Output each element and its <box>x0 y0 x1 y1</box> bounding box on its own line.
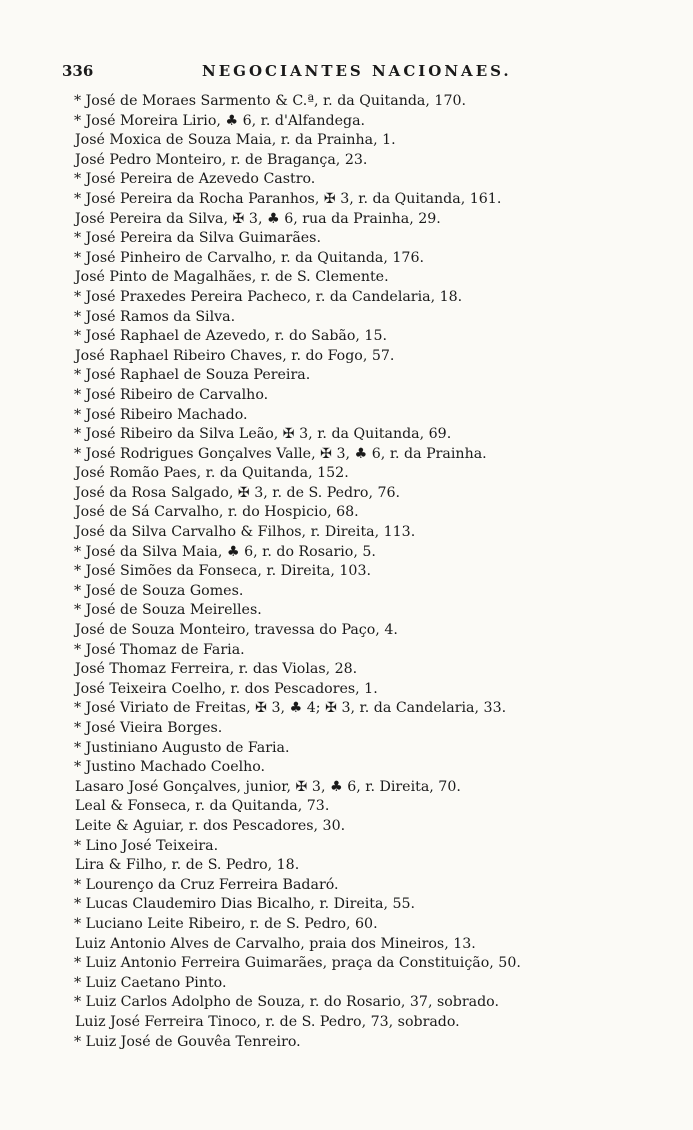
merchant-entry-text: * José Pereira da Rocha Paranhos, ✠ 3, r. da Quitanda, 161. <box>74 190 502 207</box>
list-item <box>70 190 630 210</box>
list-item <box>70 758 630 778</box>
merchant-entry-text: * José Ribeiro de Carvalho. <box>74 386 269 403</box>
list-item <box>75 151 630 171</box>
merchant-entry-text: * José Ribeiro Machado. <box>74 406 248 423</box>
list-item <box>75 210 630 230</box>
list-item <box>70 562 630 582</box>
merchant-entry-text: * José Simões da Fonseca, r. Direita, 103. <box>74 563 371 580</box>
merchant-entry-text: Leite & Aguiar, r. dos Pescadores, 30. <box>75 817 346 834</box>
page-header <box>62 62 622 84</box>
list-item <box>75 268 630 288</box>
list-item <box>70 543 630 563</box>
merchant-entry-text: * José Viriato de Freitas, ✠ 3, ♣ 4; ✠ 3, r. da Candelaria, 33. <box>74 700 507 717</box>
merchant-entry-text: * José da Silva Maia, ♣ 6, r. do Rosario, 5. <box>74 543 376 560</box>
list-item <box>70 915 630 935</box>
list-item <box>70 386 630 406</box>
merchant-entry-text: * José Rodrigues Gonçalves Valle, ✠ 3, ♣ 6, r. da Prainha. <box>74 445 487 462</box>
list-item <box>70 327 630 347</box>
merchant-entry-text: * Lourenço da Cruz Ferreira Badaró. <box>74 876 339 893</box>
list-item <box>70 288 630 308</box>
list-item <box>75 778 630 798</box>
list-item <box>75 347 630 367</box>
list-item <box>75 817 630 837</box>
list-item <box>75 797 630 817</box>
merchant-entry-text: * Luiz Caetano Pinto. <box>74 974 227 991</box>
merchant-entry-text: * Justino Machado Coelho. <box>74 759 266 776</box>
list-item <box>70 92 630 112</box>
list-item <box>75 856 630 876</box>
merchant-entry-text: Luiz Antonio Alves de Carvalho, praia dos Mineiros, 13. <box>75 935 476 952</box>
merchant-entry-text: * Lino José Teixeira. <box>74 837 219 854</box>
merchant-entry-text: * Luiz Antonio Ferreira Guimarães, praça da Constituição, 50. <box>74 955 521 972</box>
merchant-entry-text: * Lucas Claudemiro Dias Bicalho, r. Direita, 55. <box>74 896 416 913</box>
list-item <box>75 935 630 955</box>
merchant-entry-text: Lira & Filho, r. de S. Pedro, 18. <box>75 857 300 874</box>
list-item <box>70 974 630 994</box>
merchant-entry-text: José Raphael Ribeiro Chaves, r. do Fogo, 57. <box>75 347 395 364</box>
merchant-entry-text: * José Moreira Lirio, ♣ 6, r. d'Alfandega. <box>74 112 366 129</box>
list-item <box>70 1033 630 1053</box>
merchant-entry-text: * José Ramos da Silva. <box>74 308 236 325</box>
list-item <box>70 837 630 857</box>
merchant-entry-text: José Teixeira Coelho, r. dos Pescadores, 1. <box>75 680 378 697</box>
merchant-entry-text: Luiz José Ferreira Tinoco, r. de S. Pedro, 73, sobrado. <box>75 1013 460 1030</box>
list-item <box>75 660 630 680</box>
list-item <box>70 876 630 896</box>
merchant-entry-text: * José Pinheiro de Carvalho, r. da Quitanda, 176. <box>74 249 424 266</box>
merchant-entry-text: * José de Moraes Sarmento & C.ª, r. da Quitanda, 170. <box>74 93 467 109</box>
merchant-list <box>70 92 630 1052</box>
list-item <box>70 445 630 465</box>
merchant-entry-text: * José Vieira Borges. <box>74 720 223 736</box>
merchant-entry-text: José da Rosa Salgado, ✠ 3, r. de S. Pedro, 76. <box>75 484 401 501</box>
list-item <box>70 895 630 915</box>
merchant-entry-text: José Romão Paes, r. da Quitanda, 152. <box>75 465 349 482</box>
page-title: NEGOCIANTES NACIONAES. <box>202 62 512 80</box>
list-item <box>75 621 630 641</box>
list-item <box>75 1013 630 1033</box>
merchant-entry-text: * Luiz José de Gouvêa Tenreiro. <box>74 1033 301 1050</box>
merchant-entry-text: * José de Souza Meirelles. <box>74 602 262 619</box>
merchant-entry-text: José Thomaz Ferreira, r. das Violas, 28. <box>75 661 358 678</box>
list-item <box>70 739 630 759</box>
list-item <box>70 170 630 190</box>
merchant-entry-text: * Justiniano Augusto de Faria. <box>74 739 290 756</box>
list-item <box>70 249 630 269</box>
list-item <box>75 523 630 543</box>
merchant-entry-text: José da Silva Carvalho & Filhos, r. Direita, 113. <box>75 524 416 541</box>
merchant-entry-text: Leal & Fonseca, r. da Quitanda, 73. <box>75 798 330 815</box>
list-item <box>70 601 630 621</box>
merchant-entry-text: * José Pereira de Azevedo Castro. <box>74 171 316 188</box>
merchant-entry-text: José Pereira da Silva, ✠ 3, ♣ 6, rua da Prainha, 29. <box>75 210 441 227</box>
list-item <box>70 406 630 426</box>
merchant-entry-text: José de Souza Monteiro, travessa do Paço, 4. <box>75 622 398 639</box>
list-item <box>70 699 630 719</box>
list-item <box>70 425 630 445</box>
merchant-entry-text: * José Ribeiro da Silva Leão, ✠ 3, r. da Quitanda, 69. <box>74 426 452 443</box>
merchant-entry-text: * José Raphael de Azevedo, r. do Sabão, 15. <box>74 328 387 345</box>
merchant-entry-text: * José de Souza Gomes. <box>74 582 244 599</box>
list-item <box>70 229 630 249</box>
merchant-entry-text: * José Praxedes Pereira Pacheco, r. da Candelaria, 18. <box>74 288 463 305</box>
merchant-entry-text: José Pedro Monteiro, r. de Bragança, 23. <box>75 151 368 168</box>
merchant-entry-text: Lasaro José Gonçalves, junior, ✠ 3, ♣ 6, r. Direita, 70. <box>75 778 461 795</box>
list-item <box>70 954 630 974</box>
list-item <box>70 366 630 386</box>
merchant-entry-text: * Luciano Leite Ribeiro, r. de S. Pedro, 60. <box>74 915 378 932</box>
merchant-entry-text: * José Thomaz de Faria. <box>74 641 245 658</box>
merchant-entry-text: * José Pereira da Silva Guimarães. <box>74 230 321 247</box>
merchant-entry-text: José Pinto de Magalhães, r. de S. Clemente. <box>75 269 389 286</box>
list-item <box>75 503 630 523</box>
list-item <box>70 641 630 661</box>
merchant-entry-text: * Luiz Carlos Adolpho de Souza, r. do Rosario, 37, sobrado. <box>74 994 499 1011</box>
merchant-entry-text: * José Raphael de Souza Pereira. <box>74 367 311 384</box>
list-item <box>75 680 630 700</box>
merchant-entry-text: José de Sá Carvalho, r. do Hospicio, 68. <box>75 504 359 521</box>
list-item <box>70 112 630 132</box>
list-item <box>70 719 630 739</box>
list-item <box>75 131 630 151</box>
list-item <box>70 582 630 602</box>
list-item <box>70 308 630 328</box>
merchant-entry-text: José Moxica de Souza Maia, r. da Prainha, 1. <box>75 132 396 149</box>
list-item <box>75 484 630 504</box>
page-number: 336 <box>62 62 94 80</box>
list-item <box>70 993 630 1013</box>
list-item <box>75 464 630 484</box>
